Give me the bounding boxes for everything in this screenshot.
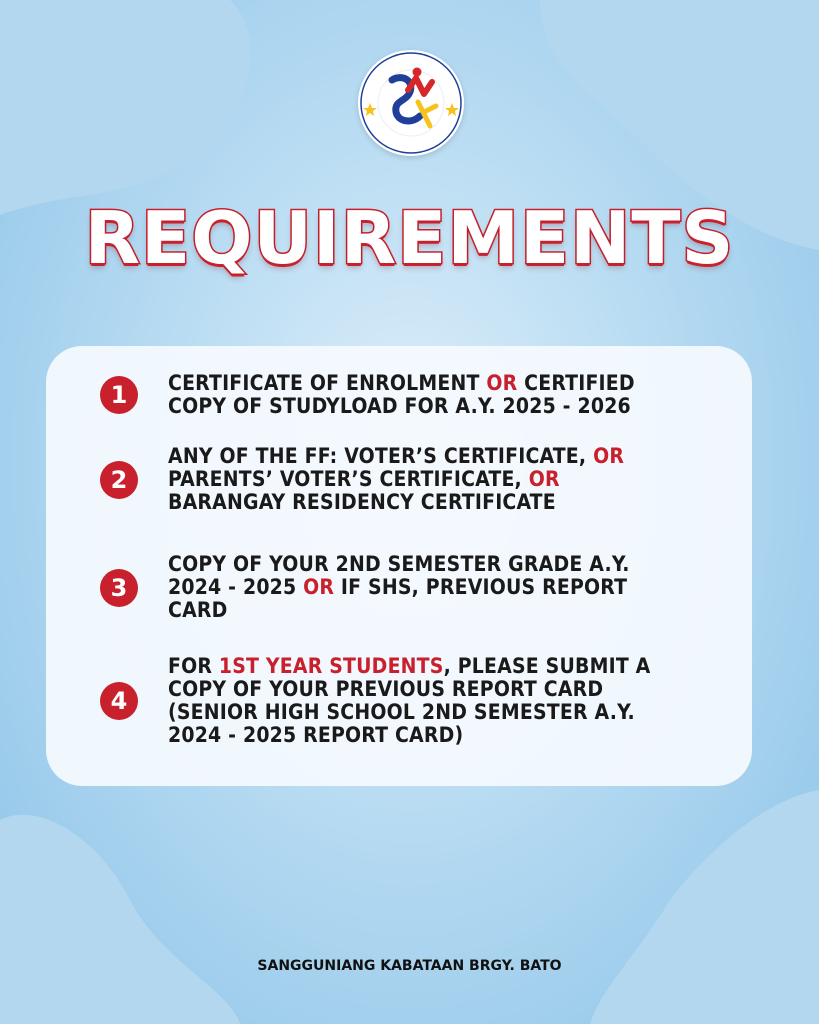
logo-emblem-icon (358, 50, 464, 156)
requirement-line (168, 468, 728, 491)
requirement-item-2 (100, 445, 728, 514)
requirement-line (168, 655, 728, 678)
requirement-line (168, 372, 728, 395)
blob-bottom-right (590, 790, 819, 1024)
requirement-text-segment: IF SHS, PREVIOUS REPORT (334, 575, 628, 599)
footer-organization: SANGGUNIANG KABATAAN BRGY. BATO (257, 958, 562, 974)
requirement-text-segment: PARENTS’ VOTER’S CERTIFICATE, (168, 467, 529, 491)
requirement-line (168, 395, 728, 418)
page-title: REQUIREMENTS (84, 196, 735, 280)
requirement-text (168, 372, 728, 418)
requirement-text-segment: BARANGAY RESIDENCY CERTIFICATE (168, 490, 556, 514)
highlight-text: 1ST YEAR STUDENTS (218, 654, 444, 678)
requirement-text (168, 553, 728, 622)
requirement-text-segment: COPY OF YOUR PREVIOUS REPORT CARD (168, 677, 604, 701)
requirement-text-segment: CARD (168, 598, 228, 622)
requirement-line (168, 491, 728, 514)
requirement-text-segment: (SENIOR HIGH SCHOOL 2ND SEMESTER A.Y. (168, 700, 635, 724)
barangay-bato-logo (358, 50, 464, 156)
requirement-text-segment: 2024 - 2025 REPORT CARD) (168, 723, 464, 747)
requirement-text-segment: COPY OF STUDYLOAD FOR A.Y. 2025 - 2026 (168, 394, 631, 418)
requirement-text (168, 655, 728, 747)
requirement-text-segment: CERTIFIED (517, 371, 635, 395)
blob-top-left (0, 0, 251, 215)
blob-bottom-left (0, 815, 240, 1024)
requirement-text-segment: , PLEASE SUBMIT A (443, 654, 651, 678)
highlight-text: OR (303, 575, 335, 599)
highlight-text: OR (486, 371, 518, 395)
requirement-text-segment: FOR (168, 654, 219, 678)
requirement-line (168, 724, 728, 747)
requirement-text-segment: COPY OF YOUR 2ND SEMESTER GRADE A.Y. (168, 552, 630, 576)
requirement-item-3 (100, 553, 728, 622)
requirement-number-badge: 3 (100, 569, 138, 607)
requirement-line (168, 701, 728, 724)
highlight-text: OR (593, 444, 625, 468)
highlight-text: OR (528, 467, 560, 491)
requirement-line (168, 576, 728, 599)
requirement-line (168, 445, 728, 468)
requirement-item-1 (100, 372, 728, 418)
requirement-number-badge: 1 (100, 376, 138, 414)
requirement-number-badge: 2 (100, 461, 138, 499)
requirement-text-segment: 2024 - 2025 (168, 575, 304, 599)
requirement-item-4 (100, 655, 728, 747)
requirement-number-badge: 4 (100, 682, 138, 720)
requirement-text-segment: ANY OF THE FF: VOTER’S CERTIFICATE, (168, 444, 594, 468)
requirement-text (168, 445, 728, 514)
requirement-line (168, 599, 728, 622)
requirement-text-segment: CERTIFICATE OF ENROLMENT (168, 371, 487, 395)
requirement-line (168, 678, 728, 701)
requirement-line (168, 553, 728, 576)
